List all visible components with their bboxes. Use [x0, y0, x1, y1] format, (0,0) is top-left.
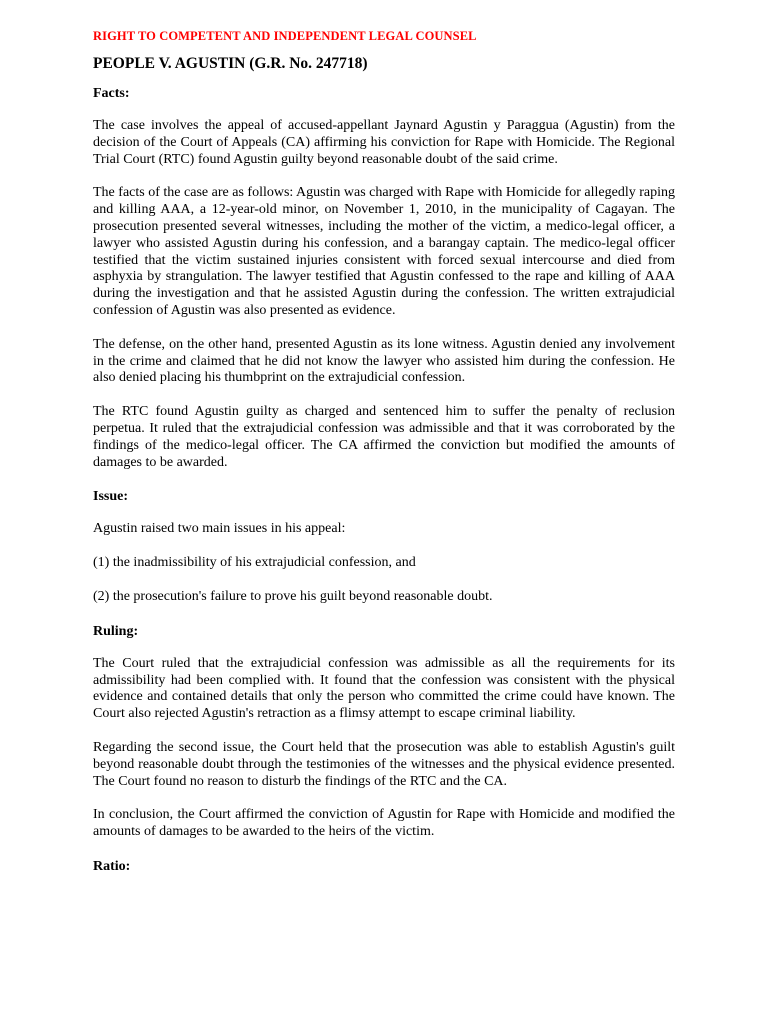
facts-paragraph: The case involves the appeal of accused-appellant Jaynard Agustin y Paraggua (Agustin) from the decision of the Court of Appeals (CA) affirming his conviction for Rape with Homicide. The Regional Trial Court (RTC) found Agustin guilty beyond reasonable doubt of the said crime. — [93, 118, 675, 167]
facts-paragraph: The defense, on the other hand, presented Agustin as its lone witness. Agustin denied any involvement in the crime and claimed that he did not know the lawyer who assisted him during the confession. He also denied placing his thumbprint on the extrajudicial confession. — [93, 336, 675, 386]
topic-heading: RIGHT TO COMPETENT AND INDEPENDENT LEGAL COUNSEL — [93, 29, 477, 43]
issue-item: (1) the inadmissibility of his extrajudicial confession, and — [93, 555, 416, 571]
ruling-paragraph: The Court ruled that the extrajudicial confession was admissible as all the requirements for its admissibility had been complied with. It found that the confession was consistent with the physical evidence and contained details that only the person who committed the crime could have known. The Court also rejected Agustin's retraction as a flimsy attempt to escape criminal liability. — [93, 655, 675, 722]
case-title: PEOPLE V. AGUSTIN (G.R. No. 247718) — [93, 55, 368, 72]
ruling-heading: Ruling: — [93, 623, 139, 639]
facts-paragraph: The RTC found Agustin guilty as charged and sentenced him to suffer the penalty of reclusion perpetua. It ruled that the extrajudicial confession was admissible and that it was corroborated by the findings of the medico-legal officer. The CA affirmed the conviction but modified the amounts of damages to be awarded. — [93, 404, 675, 470]
document-page — [93, 27, 675, 891]
facts-paragraph: The facts of the case are as follows: Agustin was charged with Rape with Homicide for allegedly raping and killing AAA, a 12-year-old minor, on November 1, 2010, in the municipality of Cagayan. The prosecution presented several witnesses, including the mother of the victim, a medico-legal officer, a lawyer who assisted Agustin during his confession, and a barangay captain. The medico-legal officer testified that the victim sustained injuries consistent with forced sexual intercourse and died from asphyxia by strangulation. The lawyer testified that Agustin confessed to the rape and killing of AAA during the investigation and that he assisted Agustin during the confession. The written extrajudicial confession of Agustin was also presented as evidence. — [93, 185, 675, 318]
issue-heading: Issue: — [93, 489, 129, 505]
ratio-heading: Ratio: — [93, 858, 131, 874]
ruling-paragraph: In conclusion, the Court affirmed the conviction of Agustin for Rape with Homicide and modified the amounts of damages to be awarded to the heirs of the victim. — [93, 807, 675, 840]
issue-paragraph: Agustin raised two main issues in his appeal: — [93, 521, 346, 537]
issue-item: (2) the prosecution's failure to prove his guilt beyond reasonable doubt. — [93, 588, 493, 604]
ruling-paragraph: Regarding the second issue, the Court held that the prosecution was able to establish Agustin's guilt beyond reasonable doubt through the testimonies of the witnesses and the physical evidence presented. The Court found no reason to disturb the findings of the RTC and the CA. — [93, 739, 675, 789]
facts-heading: Facts: — [93, 86, 130, 101]
